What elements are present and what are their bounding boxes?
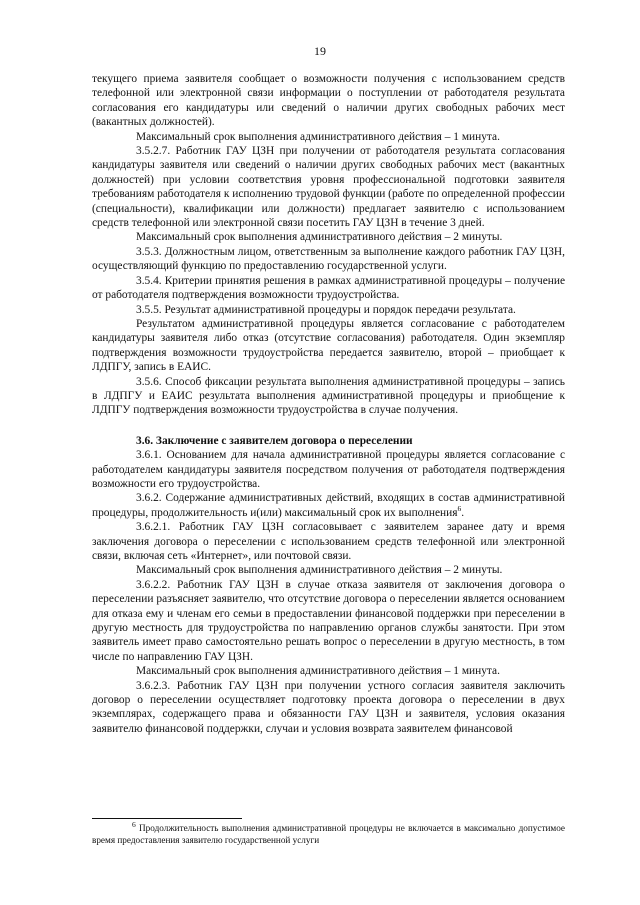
page-number: 19 [314, 44, 326, 58]
paragraph: 3.6.2.3. Работник ГАУ ЦЗН при получении устного согласия заявителя заключить договор о переселении осуществляет подготовку проекта договора о переселении в двух экземплярах, содержащего права и обязанности ГАУ ЦЗН и заявителя, условия оказания заявителю финансовой поддержки, случаи и условия возврата заявителем финансовой [92, 679, 565, 735]
footnote-mark: 6 [132, 819, 136, 829]
paragraph: текущего приема заявителя сообщает о возможности получения с использованием средств телефонной или электронной связи информации о поступлении от работодателя результата согласования его кандидатуры или сведений о наличии других свободных рабочих мест (вакантных должностей). [92, 73, 565, 129]
paragraph: 3.5.2.7. Работник ГАУ ЦЗН при получении от работодателя результата согласования кандидатуры заявителя или сведений о наличии других свободных рабочих мест (вакантных должностей) при условии соответствия уровня профессиональной подготовки заявителя требованиям работодателя к исполнению трудовой функции (работе по определенной профессии (специальности), квалификации или должности) предлагает заявителю с использованием средств телефонной или электронной связи посетить ГАУ ЦЗН в течение 3 дней. [92, 145, 565, 230]
paragraph: 3.6.2.2. Работник ГАУ ЦЗН в случае отказа заявителя от заключения договора о переселении разъясняет заявителю, что отсутствие договора о переселении является основанием для отказа ему и членам его семьи в предоставлении финансовой поддержки при переселении в другую местность для трудоустройства по направлению органов службы занятости. При этом заявитель имеет право самостоятельно решать вопрос о переселении в другую местность, в том числе по направлению ГАУ ЦЗН. [92, 578, 565, 663]
paragraph-with-footnote [92, 491, 565, 520]
paragraph: Результатом административной процедуры является согласование с работодателем кандидатуры заявителя либо отказ (отсутствие согласования) работодателя. Один экземпляр подтверждения возможности трудоустройства передается заявителю, второй – приобщает к ЛДПГУ, запись в ЕАИС. [92, 317, 565, 374]
paragraph: Максимальный срок выполнения административного действия – 2 минуты. [136, 231, 503, 244]
paragraph: Максимальный срок выполнения административного действия – 1 минута. [136, 130, 500, 143]
section-heading: 3.6. Заключение с заявителем договора о переселении [136, 434, 413, 447]
paragraph: 3.5.4. Критерии принятия решения в рамках административной процедуры – получение от работодателя подтверждения возможности трудоустройства. [92, 274, 565, 302]
paragraph: 3.6.1. Основанием для начала административной процедуры является согласование с работодателем кандидатуры заявителя посредством получения от работодателя подтверждения возможности его трудоустройства. [92, 449, 565, 490]
paragraph: 3.6.2.1. Работник ГАУ ЦЗН согласовывает с заявителем заранее дату и время заключения договора о переселении с использованием средств телефонной или электронной связи, включая сеть «Интернет», или почтовой связи. [92, 521, 565, 562]
paragraph: Максимальный срок выполнения административного действия – 1 минута. [136, 665, 500, 678]
document-body [92, 72, 565, 736]
paragraph-text: 3.6.2. Содержание административных действий, входящих в состав административной процедуры, продолжительность и(или) максимальный срок их выполнения [92, 492, 565, 519]
footnote [92, 819, 565, 846]
paragraph: Максимальный срок выполнения административного действия – 2 минуты. [136, 564, 503, 577]
paragraph-end-punctuation: . [461, 506, 465, 519]
footnote-reference: 6 [457, 503, 462, 513]
footnote-text: Продолжительность выполнения административной процедуры не включается в максимально допустимое время предоставления заявителю государственной услуги [92, 823, 565, 845]
footnote-divider [92, 818, 242, 819]
paragraph: 3.5.6. Способ фиксации результата выполнения административной процедуры – запись в ЛДПГУ и ЕАИС результата выполнения административной процедуры и приобщение к ЛДПГУ подтверждения возможности трудоустройства в случае получения. [92, 375, 565, 417]
paragraph: 3.5.3. Должностным лицом, ответственным за выполнение каждого работник ГАУ ЦЗН, осуществляющий функцию по предоставлению государственной услуги. [92, 245, 565, 273]
paragraph: 3.5.5. Результат административной процедуры и порядок передачи результата. [136, 303, 516, 316]
